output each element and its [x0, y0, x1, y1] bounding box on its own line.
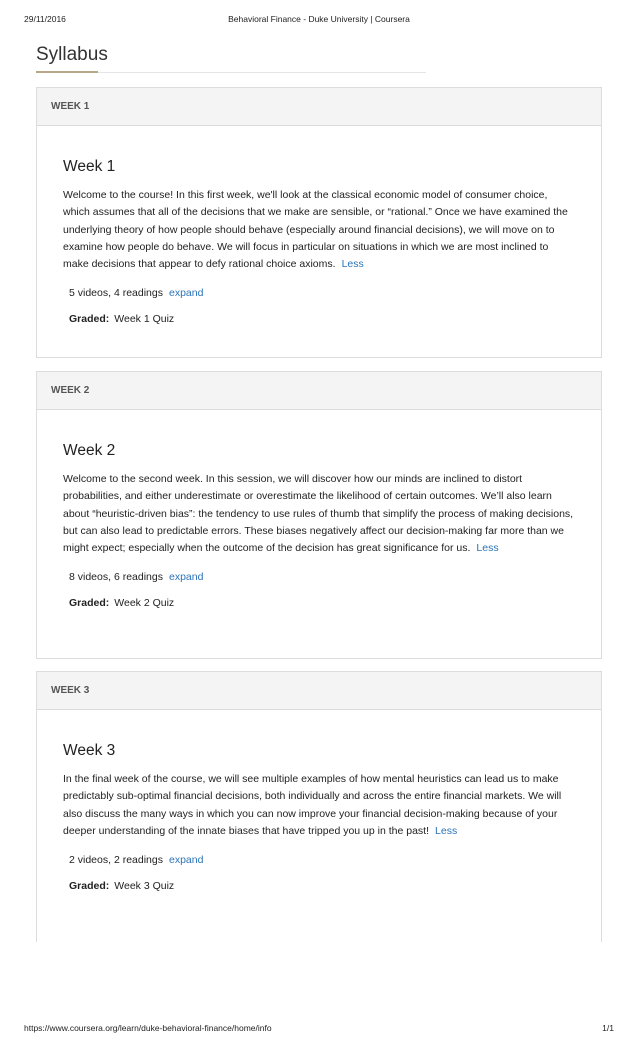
week-2-description: Welcome to the second week. In this session, we will discover how our minds are inclined to distort probabilities, and either underestimate or overestimate the likelihood of certain outcomes. We’ll also learn about “heuristic-driven bias”: the tendency to use rules of thumb that simplify the process of making decisions, but can also lead to predictable errors. These biases negatively affect our decision-making far more than we might expect; especially when the outcome of the decision has great significance for us.	[63, 473, 574, 555]
week-3-counts: 2 videos, 2 readings	[69, 854, 163, 867]
week-1-content-summary	[69, 287, 575, 299]
print-page-title: Behavioral Finance - Duke University | Coursera	[228, 14, 410, 24]
title-divider	[36, 72, 426, 73]
week-3-less-link[interactable]: Less	[435, 824, 458, 837]
week-2-graded	[69, 597, 575, 609]
week-3-expand-link[interactable]: expand	[168, 854, 204, 867]
print-date: 29/11/2016	[24, 14, 66, 24]
week-1-graded-item: Week 1 Quiz	[114, 313, 175, 326]
week-1-body	[37, 157, 601, 325]
week-3-title: Week 3	[63, 742, 116, 759]
week-2-body	[37, 441, 601, 609]
week-2-title: Week 2	[63, 442, 116, 459]
print-header	[24, 14, 614, 26]
week-1-expand-link[interactable]: expand	[168, 287, 204, 300]
week-3-header: WEEK 3	[37, 672, 601, 710]
week-2-graded-label: Graded:	[69, 597, 110, 610]
week-1-description: Welcome to the course! In this first week, we'll look at the classical economic model of consumer choice, which assumes that all of the decisions that we make are sensible, or “rational.” Once we have examined the underlying theory of how people should behave (especially around financial decisions), we will move on to examine how people do behave. We will focus in particular on situations in which we are most inclined to make decisions that appear to defy rational choice axioms.	[63, 189, 568, 271]
week-3-card	[36, 671, 602, 942]
print-page-count: 1/1	[602, 1023, 614, 1033]
week-3-body	[37, 741, 601, 892]
week-1-description-block	[63, 187, 575, 273]
week-3-description-block	[63, 771, 575, 840]
week-1-graded	[69, 313, 575, 325]
week-3-graded	[69, 880, 575, 892]
print-footer	[24, 1023, 614, 1035]
print-url: https://www.coursera.org/learn/duke-behavioral-finance/home/info	[24, 1023, 272, 1033]
week-2-card	[36, 371, 602, 659]
week-2-counts: 8 videos, 6 readings	[69, 571, 163, 584]
week-2-content-summary	[69, 571, 575, 583]
week-3-graded-item: Week 3 Quiz	[114, 880, 175, 893]
week-3-description: In the final week of the course, we will see multiple examples of how mental heuristics can lead us to make predictably sub-optimal financial decisions, both individually and across the entire financial markets. We will also discuss the many ways in which you can now improve your financial decision-making because of your deeper understanding of the innate biases that have tripped you up in the past!	[63, 773, 562, 837]
week-1-card	[36, 87, 602, 358]
week-3-graded-label: Graded:	[69, 880, 110, 893]
week-2-less-link[interactable]: Less	[476, 542, 499, 555]
page-title: Syllabus	[36, 44, 108, 65]
week-3-content-summary	[69, 854, 575, 866]
title-divider-accent	[36, 71, 98, 73]
week-2-graded-item: Week 2 Quiz	[114, 597, 175, 610]
week-2-description-block	[63, 471, 575, 557]
week-1-graded-label: Graded:	[69, 313, 110, 326]
week-2-expand-link[interactable]: expand	[168, 571, 204, 584]
week-1-counts: 5 videos, 4 readings	[69, 287, 163, 300]
week-1-header: WEEK 1	[37, 88, 601, 126]
week-1-title: Week 1	[63, 158, 116, 175]
week-1-less-link[interactable]: Less	[341, 258, 364, 271]
week-2-header: WEEK 2	[37, 372, 601, 410]
